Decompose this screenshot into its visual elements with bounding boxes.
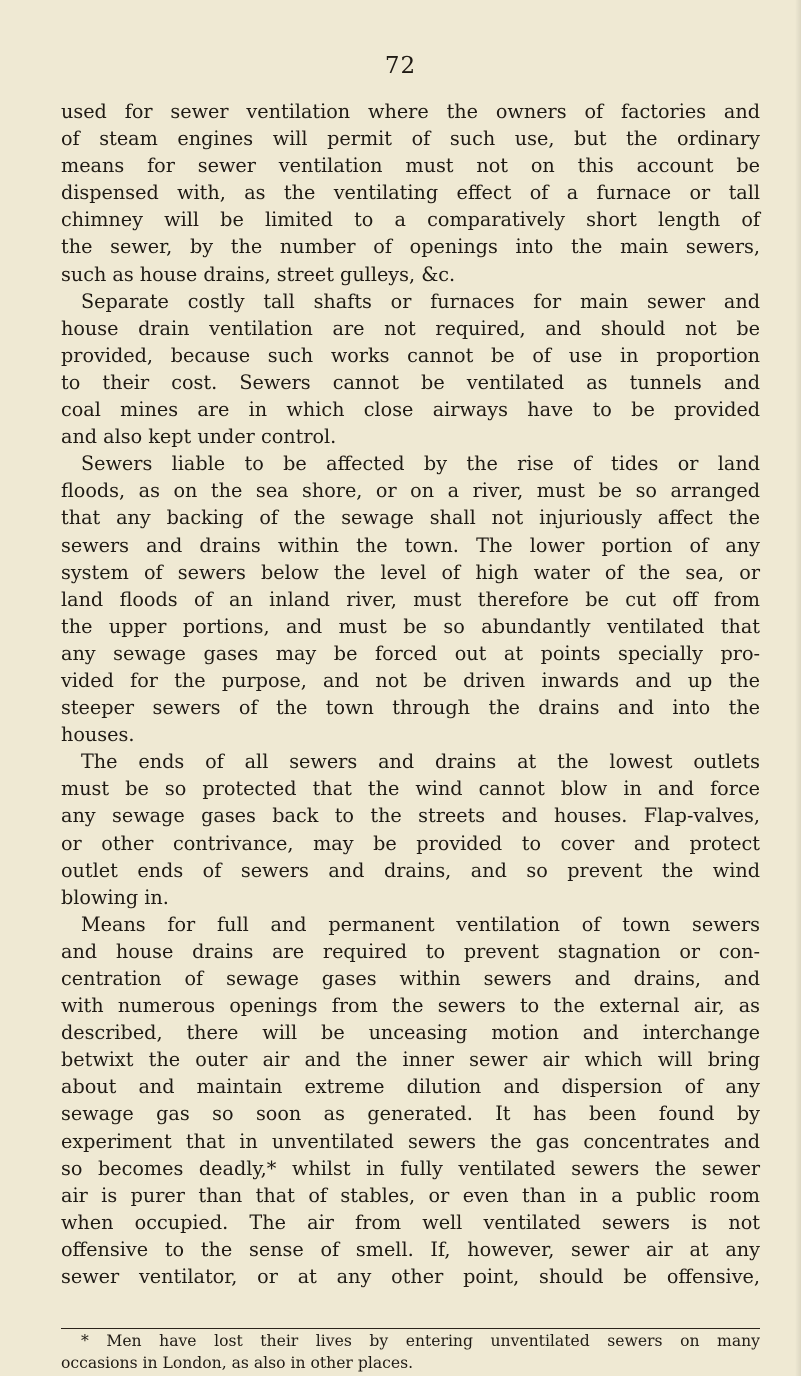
body-text xyxy=(61,98,760,1290)
text-line: land floods of an inland river, must therefore be cut off from xyxy=(61,587,760,611)
text-line: any sewage gases may be forced out at points specially pro- xyxy=(61,641,760,665)
text-line: betwixt the outer air and the inner sewer air which will bring xyxy=(61,1048,760,1072)
text-line: floods, as on the sea shore, or on a river, must be so arranged xyxy=(61,479,760,503)
text-line: any sewage gases back to the streets and houses. Flap-valves, xyxy=(61,804,760,828)
text-line: the sewer, by the number of openings into the main sewers, xyxy=(61,235,760,259)
text-line: experiment that in unventilated sewers the gas concentrates and xyxy=(61,1129,760,1153)
text-line: Separate costly tall shafts or furnaces for main sewer and xyxy=(81,289,760,313)
text-line: to their cost. Sewers cannot be ventilated as tunnels and xyxy=(61,370,760,394)
text-line: dispensed with, as the ventilating effect of a furnace or tall xyxy=(61,181,760,205)
text-line: blowing in. xyxy=(61,885,169,909)
text-line: Means for full and permanent ventilation of town sewers xyxy=(81,912,760,936)
text-line: described, there will be unceasing motion and interchange xyxy=(61,1021,760,1045)
text-line: used for sewer ventilation where the owners of factories and xyxy=(61,100,760,123)
page-edge-shadow xyxy=(795,0,801,1376)
text-line: with numerous openings from the sewers to the external air, as xyxy=(61,994,760,1018)
footnote-line: * Men have lost their lives by entering unventilated sewers on many xyxy=(81,1332,760,1350)
text-line: provided, because such works cannot be of use in proportion xyxy=(61,343,760,367)
text-line: offensive to the sense of smell. If, however, sewer air at any xyxy=(61,1237,760,1261)
text-line: the upper portions, and must be so abundantly ventilated that xyxy=(61,614,760,638)
footnote xyxy=(61,1330,760,1374)
text-line: and also kept under control. xyxy=(61,425,337,449)
text-line: outlet ends of sewers and drains, and so prevent the wind xyxy=(61,858,760,882)
text-line: steeper sewers of the town through the drains and into the xyxy=(61,696,760,720)
text-line: about and maintain extreme dilution and dispersion of any xyxy=(61,1075,760,1099)
text-line: houses. xyxy=(61,723,135,747)
text-line: of steam engines will permit of such use, but the ordinary xyxy=(61,127,760,151)
text-line: air is purer than that of stables, or even than in a public room xyxy=(61,1183,760,1207)
text-line: sewer ventilator, or at any other point, should be offensive, xyxy=(61,1265,760,1289)
page-number: 72 xyxy=(384,53,417,79)
text-line: chimney will be limited to a comparatively short length of xyxy=(61,208,760,232)
text-line: sewage gas so soon as generated. It has been found by xyxy=(61,1102,760,1126)
text-line: such as house drains, street gulleys, &c. xyxy=(61,262,456,286)
text-line: must be so protected that the wind cannot blow in and force xyxy=(61,777,760,801)
text-line: The ends of all sewers and drains at the lowest outlets xyxy=(81,750,760,774)
text-line: when occupied. The air from well ventilated sewers is not xyxy=(61,1210,760,1234)
text-line: centration of sewage gases within sewers and drains, and xyxy=(61,967,760,990)
text-line: sewers and drains within the town. The lower portion of any xyxy=(61,533,760,557)
text-line: and house drains are required to prevent stagnation or con- xyxy=(61,939,760,963)
text-line: so becomes deadly,* whilst in fully ventilated sewers the sewer xyxy=(61,1156,760,1180)
text-line: Sewers liable to be affected by the rise of tides or land xyxy=(81,452,760,476)
text-line: coal mines are in which close airways have to be provided xyxy=(61,398,760,422)
footnote-divider xyxy=(61,1328,760,1329)
text-line: means for sewer ventilation must not on this account be xyxy=(61,154,760,178)
text-line: system of sewers below the level of high water of the sea, or xyxy=(61,560,760,584)
text-line: house drain ventilation are not required, and should not be xyxy=(61,316,760,340)
text-line: vided for the purpose, and not be driven inwards and up the xyxy=(61,668,760,692)
footnote-line: occasions in London, as also in other places. xyxy=(61,1354,414,1372)
text-line: or other contrivance, may be provided to cover and protect xyxy=(61,831,760,855)
text-line: that any backing of the sewage shall not injuriously affect the xyxy=(61,506,760,530)
